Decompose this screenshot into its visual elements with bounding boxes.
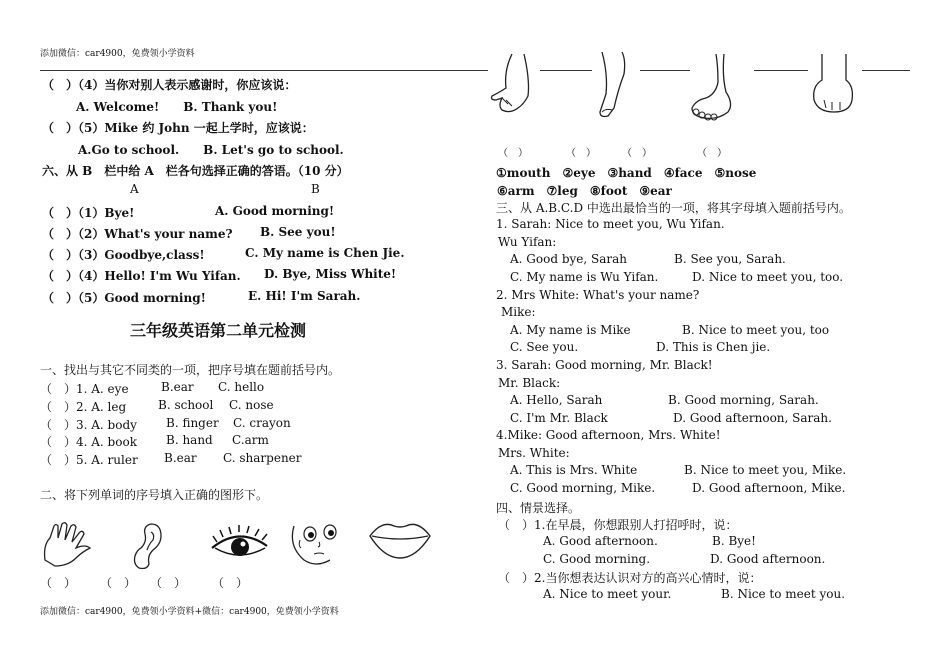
right-pic-paren-3: （ ）	[622, 148, 652, 159]
q1-speaker: Wu Yifan:	[498, 235, 557, 249]
match-a-2: （ ）（2）What's your name?	[42, 227, 233, 241]
s4-q1-c: C. Good morning.	[543, 552, 651, 566]
q1-option-d: D. Nice to meet you, too.	[692, 270, 844, 284]
s1-item-4: （ ）4. A. book	[40, 435, 137, 449]
q2-option-a: A. My name is Mike	[510, 323, 631, 337]
s1-item-1-b: B.ear	[161, 380, 194, 394]
q3-speaker: Mr. Black:	[498, 376, 561, 390]
foot-icon	[688, 52, 754, 122]
section-4-title: 四、情景选择。	[496, 501, 581, 515]
question-5: （ ）（5）Mike 约 John 一起上学时，应该说：	[42, 121, 314, 135]
s1-item-3: （ ）3. A. body	[40, 418, 137, 432]
section-3-title: 三、从 A.B.C.D 中选出最恰当的一项，将其字母填入题前括号内。	[496, 201, 851, 215]
ear-icon	[127, 520, 167, 572]
hand-icon	[40, 520, 100, 570]
s1-item-3-b: B. finger	[166, 416, 219, 430]
q3-option-c: C. I'm Mr. Black	[510, 411, 608, 425]
q4-speaker: Mrs. White:	[498, 446, 570, 460]
header-rule	[40, 70, 485, 71]
section-2-title: 二、将下列单词的序号填入正确的图形下。	[40, 488, 269, 502]
s1-item-5-c: C. sharpener	[223, 451, 302, 465]
eye-icon	[207, 518, 272, 568]
q2-speaker: Mike:	[501, 305, 536, 319]
s1-item-5: （ ）5. A. ruler	[40, 453, 138, 467]
match-a-1: （ ）（1）Bye!	[42, 206, 135, 220]
q4-prompt: 4.Mike: Good afternoon, Mrs. White!	[496, 428, 721, 442]
section-1-title: 一、找出与其它不同类的一项，把序号填在题前括号内。	[40, 363, 341, 377]
footer-note: 添加微信：car4900，免费领小学资料+微信：car4900，免费领小学资料	[40, 607, 339, 617]
arm-icon	[488, 52, 550, 122]
match-a-3: （ ）（3）Goodbye,class!	[42, 248, 205, 262]
s1-item-4-b: B. hand	[166, 433, 213, 447]
s4-q1-a: A. Good afternoon.	[543, 534, 658, 548]
q4-option-a: A. This is Mrs. White	[510, 463, 638, 477]
column-b-label: B	[311, 182, 320, 196]
s1-item-2-b: B. school	[158, 398, 214, 412]
q4-option-d: D. Good afternoon, Mike.	[692, 481, 846, 495]
match-a-5: （ ）（5）Good morning!	[42, 291, 206, 305]
pic-paren-3: （ ）	[150, 576, 187, 590]
match-a-4: （ ）（4）Hello! I'm Wu Yifan.	[42, 269, 241, 283]
s4-q1-d: D. Good afternoon.	[710, 552, 826, 566]
header-note: 添加微信：car4900，免费领小学资料	[40, 49, 195, 59]
s1-item-5-b: B.ear	[164, 451, 197, 465]
column-a-label: A	[130, 182, 139, 196]
s1-item-3-c: C. crayon	[233, 416, 291, 430]
q1-prompt: 1. Sarah: Nice to meet you, Wu Yifan.	[496, 217, 725, 231]
q1-option-a: A. Good bye, Sarah	[510, 252, 628, 266]
q2-prompt: 2. Mrs White: What's your name?	[496, 288, 700, 302]
question-5-options: A.Go to school. B. Let's go to school.	[78, 143, 344, 157]
rule-seg-3	[754, 70, 808, 71]
right-pic-paren-2: （ ）	[566, 148, 596, 159]
match-b-2: B. See you!	[260, 225, 336, 239]
rule-seg-4	[862, 70, 910, 71]
q3-prompt: 3. Sarah: Good morning, Mr. Black!	[496, 358, 713, 372]
q3-option-d: D. Good afternoon, Sarah.	[673, 411, 832, 425]
q4-option-b: B. Nice to meet you, Mike.	[684, 463, 847, 477]
word-list-1: ①mouth ②eye ③hand ④face ⑤nose	[496, 166, 757, 180]
right-pic-paren-4: （ ）	[697, 148, 727, 159]
s1-item-4-c: C.arm	[232, 433, 269, 447]
right-pic-paren-1: （ ）	[498, 148, 528, 159]
match-b-1: A. Good morning!	[215, 204, 335, 218]
word-list-2: ⑥arm ⑦leg ⑧foot ⑨ear	[497, 184, 672, 198]
section-6-title: 六、从 B 栏中给 A 栏各句选择正确的答语。（10 分）	[42, 164, 349, 178]
q1-option-b: B. See you, Sarah.	[674, 252, 786, 266]
match-b-5: E. Hi! I'm Sarah.	[248, 289, 361, 303]
hand-icon	[806, 52, 862, 118]
mouth-icon	[366, 516, 434, 562]
s4-q1: （ ）1.在早晨，你想跟别人打招呼时，说：	[498, 518, 738, 532]
match-b-3: C. My name is Chen Jie.	[245, 246, 405, 260]
q2-option-d: D. This is Chen jie.	[656, 340, 771, 354]
s1-item-2-c: C. nose	[229, 398, 274, 412]
leg-icon	[590, 50, 640, 122]
pic-paren-2: （ ）	[100, 576, 137, 590]
face-icon	[286, 516, 346, 568]
q1-option-c: C. My name is Wu Yifan.	[510, 270, 659, 284]
question-4: （ ）（4）当你对别人表示感谢时，你应该说：	[42, 78, 297, 92]
q4-option-c: C. Good morning, Mike.	[510, 481, 656, 495]
rule-seg-2	[640, 70, 690, 71]
s4-q1-b: B. Bye!	[712, 534, 756, 548]
match-b-4: D. Bye, Miss White!	[264, 267, 397, 281]
s4-q2-a: A. Nice to meet your.	[543, 587, 672, 601]
s1-item-1: （ ）1. A. eye	[40, 382, 129, 396]
s4-q2-b: B. Nice to meet you.	[721, 587, 846, 601]
s4-q2: （ ）2.当你想表达认识对方的高兴心情时，说：	[498, 571, 762, 585]
pic-paren-1: （ ）	[40, 576, 77, 590]
q3-option-a: A. Hello, Sarah	[510, 393, 603, 407]
q2-option-b: B. Nice to meet you, too	[682, 323, 830, 337]
q3-option-b: B. Good morning, Sarah.	[668, 393, 819, 407]
s1-item-1-c: C. hello	[218, 380, 265, 394]
rule-seg-1	[540, 70, 592, 71]
test-title: 三年级英语第二单元检测	[130, 321, 307, 340]
q2-option-c: C. See you.	[510, 340, 579, 354]
s1-item-2: （ ）2. A. leg	[40, 400, 127, 414]
pic-paren-4: （ ）	[212, 576, 249, 590]
question-4-options: A. Welcome! B. Thank you!	[76, 100, 278, 114]
